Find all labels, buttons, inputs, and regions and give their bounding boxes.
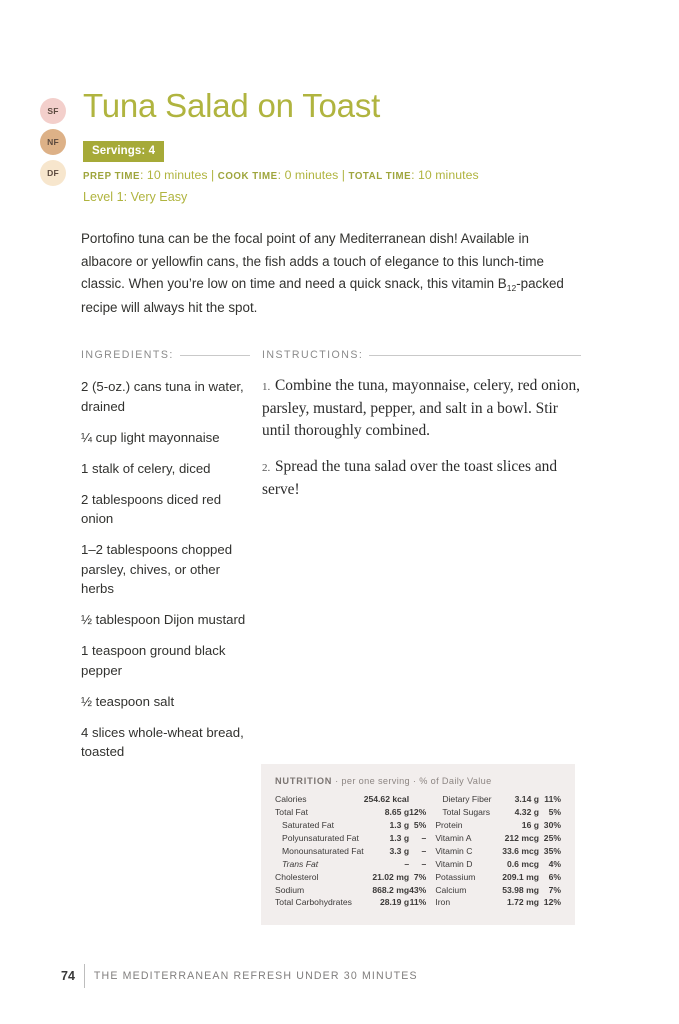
recipe-title: Tuna Salad on Toast (83, 87, 381, 124)
time-separator: | (207, 168, 218, 182)
nutrition-table-left (275, 793, 426, 909)
instruction-step (262, 456, 581, 501)
nutrient-label: Vitamin C (435, 845, 473, 856)
nutrient-percent (409, 793, 426, 806)
nutrient-percent: 12% (409, 807, 427, 818)
nutrition-row (275, 857, 426, 870)
page-footer (61, 964, 418, 988)
nutrition-row (435, 806, 561, 819)
nutrient-value: 1.72 mg (506, 897, 539, 908)
nutrient-value: 254.62 kcal (363, 794, 410, 805)
nutrition-row (435, 883, 561, 896)
step-text: Spread the tuna salad over the toast slices and serve! (262, 458, 558, 498)
nutrient-label: Vitamin A (435, 833, 472, 844)
diet-badge-nf: NF (40, 129, 66, 155)
nutrition-heading (275, 776, 561, 786)
nutrient-value: 53.98 mg (502, 884, 539, 895)
nutrient-percent: 30% (543, 820, 561, 831)
nutrition-right-column (435, 793, 561, 909)
nutrient-value: 3.3 g (389, 845, 410, 856)
nutrient-percent: – (421, 845, 427, 856)
instructions-list (262, 375, 581, 501)
nutrient-value: 212 mcg (504, 833, 539, 844)
nutrient-label: Monounsaturated Fat (282, 845, 364, 856)
nutrition-table-right (435, 793, 561, 909)
nutrition-row (435, 845, 561, 858)
time-label-2: TOTAL TIME (348, 171, 412, 182)
nutrient-label: Calcium (435, 884, 467, 895)
ingredient-item: 1 teaspoon ground black pepper (81, 643, 226, 678)
nutrient-value: 868.2 mg (372, 884, 410, 895)
time-value-1: : 0 minutes (277, 168, 339, 182)
ingredient-item: ½ tablespoon Dijon mustard (81, 612, 246, 627)
description-text-part2: -packed recipe will always hit the spot. (81, 276, 564, 315)
nutrition-row (435, 832, 561, 845)
ingredient-item: ¼ cup light mayonnaise (81, 429, 220, 445)
nutrition-row (435, 857, 561, 870)
ingredient-item: 1 stalk of celery, diced (81, 460, 211, 476)
book-title: THE MEDITERRANEAN REFRESH UNDER 30 MINUTES (93, 970, 418, 982)
nutrient-value: 21.02 mg (372, 871, 410, 882)
nutrient-value: – (404, 858, 410, 869)
nutrient-label: Trans Fat (282, 858, 319, 869)
instructions-heading-label: INSTRUCTIONS: (262, 349, 364, 361)
description-text-part1: Portofino tuna can be the focal point of any Mediterranean dish! Available in albacore or yellowfin cans, the fish adds a touch of elegance to this lunch-time classic. When you’re low on time and need a quick snack, this vitamin B (81, 231, 544, 291)
ingredient-item: 1–2 tablespoons chopped parsley, chives, or other herbs (81, 542, 233, 596)
ingredient-item: 2 tablespoons diced red onion (81, 491, 222, 526)
nutrition-row (275, 870, 426, 883)
nutrient-percent: 12% (543, 897, 561, 908)
page-number: 74 (61, 969, 75, 983)
nutrition-title: NUTRITION (275, 776, 333, 786)
nutrient-percent: – (421, 833, 427, 844)
footer-divider (84, 964, 85, 988)
ingredients-section (81, 349, 250, 773)
ingredient-item: 2 (5-oz.) cans tuna in water, drained (81, 379, 244, 414)
nutrition-row (275, 883, 426, 896)
step-number: 2. (262, 462, 273, 474)
heading-rule (180, 355, 250, 356)
nutrient-percent: 35% (543, 845, 561, 856)
nutrient-label: Polyunsaturated Fat (282, 833, 359, 844)
nutrient-percent: 7% (413, 871, 427, 882)
nutrition-right-body (435, 793, 561, 909)
instructions-heading (262, 349, 581, 361)
nutrient-value: 28.19 g (379, 897, 410, 908)
ingredients-list (81, 377, 250, 762)
heading-rule (369, 355, 581, 356)
time-value-2: : 10 minutes (411, 168, 479, 182)
time-summary (83, 168, 479, 182)
ingredient-item: ½ teaspoon salt (81, 693, 175, 709)
nutrient-percent: 25% (543, 833, 561, 844)
nutrient-percent: 43% (409, 884, 427, 895)
nutrient-value: 0.6 mcg (506, 858, 539, 869)
nutrition-row (275, 819, 426, 832)
nutrition-row (435, 896, 561, 909)
nutrition-row (275, 845, 426, 858)
nutrient-label: Total Sugars (442, 807, 491, 818)
nutrient-percent: 6% (548, 871, 561, 882)
nutrient-value: 1.3 g (389, 833, 410, 844)
time-value-0: : 10 minutes (140, 168, 208, 182)
nutrition-row (275, 896, 426, 909)
nutrient-label: Potassium (435, 871, 476, 882)
nutrient-value: 4.32 g (514, 807, 539, 818)
difficulty-level: Level 1: Very Easy (83, 190, 188, 204)
nutrient-percent: 11% (409, 897, 427, 908)
ingredient-item: 4 slices whole-wheat bread, toasted (81, 724, 244, 759)
nutrient-value: 16 g (521, 820, 539, 831)
nutrient-label: Total Fat (275, 807, 308, 818)
ingredients-heading (81, 349, 250, 361)
nutrient-label: Saturated Fat (282, 820, 335, 831)
step-number: 1. (262, 381, 273, 393)
instruction-step (262, 375, 581, 442)
instructions-section (262, 349, 581, 515)
nutrient-percent: 7% (548, 884, 561, 895)
nutrient-label: Sodium (275, 884, 305, 895)
nutrition-row (275, 806, 426, 819)
nutrition-row (435, 793, 561, 806)
diet-badge-sf: SF (40, 98, 66, 124)
nutrient-label: Vitamin D (435, 858, 473, 869)
nutrient-label: Total Carbohydrates (275, 897, 352, 908)
nutrient-label: Dietary Fiber (442, 794, 492, 805)
description-subscript: 12 (506, 283, 517, 293)
nutrient-percent: 4% (548, 858, 561, 869)
nutrition-row (435, 819, 561, 832)
nutrition-row (275, 793, 426, 806)
nutrition-subtitle: · per one serving · % of Daily Value (332, 776, 492, 786)
diet-badge-df: DF (40, 160, 66, 186)
nutrient-label: Cholesterol (275, 871, 319, 882)
diet-badge-group (40, 98, 70, 191)
nutrient-value: 8.65 g (384, 807, 410, 818)
step-text: Combine the tuna, mayonnaise, celery, red onion, parsley, mustard, pepper, and salt in a bowl. Stir until thoroughly combined. (262, 377, 581, 439)
nutrient-label: Iron (435, 897, 451, 908)
nutrition-left-column (275, 793, 426, 909)
nutrient-percent: 5% (413, 820, 427, 831)
nutrient-percent: 5% (548, 807, 561, 818)
recipe-description (81, 228, 581, 319)
nutrition-row (275, 832, 426, 845)
ingredients-heading-label: INGREDIENTS: (81, 349, 174, 361)
nutrition-panel (261, 764, 575, 925)
nutrient-percent: – (421, 858, 427, 869)
nutrient-percent: 11% (544, 794, 561, 805)
nutrient-value: 209.1 mg (502, 871, 539, 882)
nutrient-value: 33.6 mcg (502, 845, 539, 856)
nutrient-label: Protein (435, 820, 463, 831)
nutrient-value: 3.14 g (514, 794, 539, 805)
time-label-1: COOK TIME (217, 171, 278, 182)
nutrition-row (435, 870, 561, 883)
time-separator: | (338, 168, 349, 182)
nutrient-label: Calories (275, 794, 307, 805)
servings-badge: Servings: 4 (83, 141, 164, 162)
nutrient-value: 1.3 g (389, 820, 410, 831)
nutrition-left-body (275, 793, 426, 909)
time-label-0: PREP TIME (83, 171, 140, 182)
nutrition-columns (275, 793, 561, 909)
